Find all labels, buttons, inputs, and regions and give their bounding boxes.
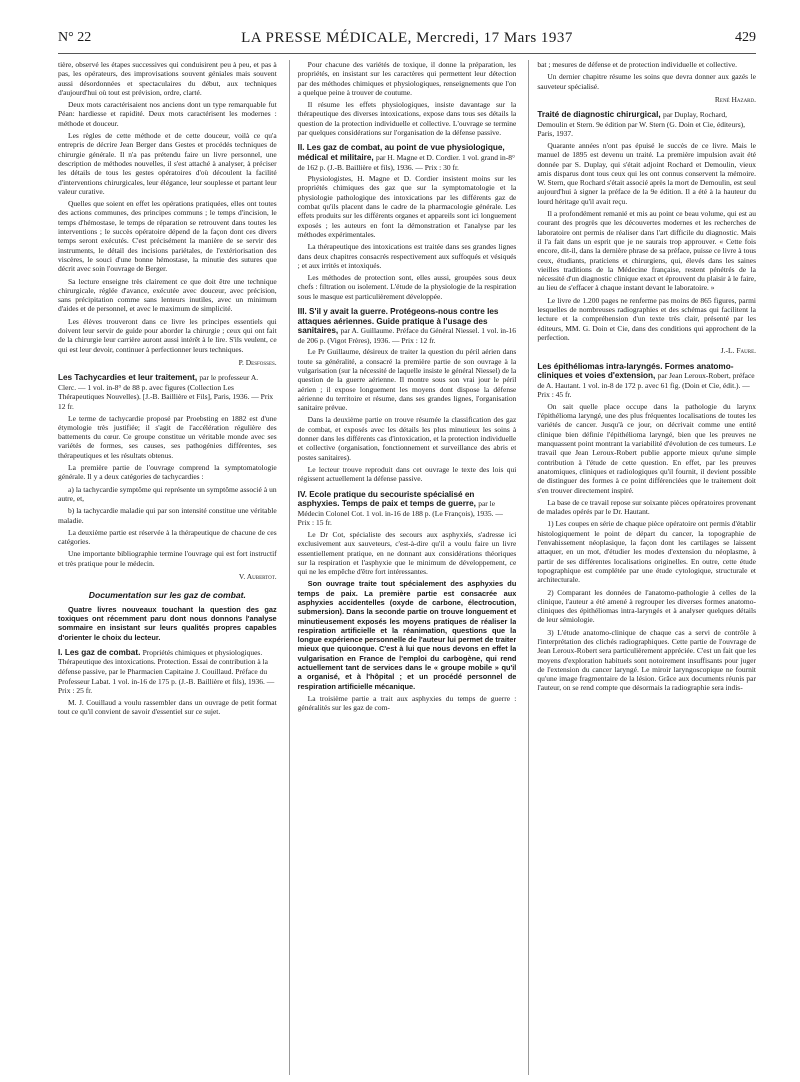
paragraph: La base de ce travail repose sur soixante pièces opératoires provenant de malades opérés par le Dr. Hautant. <box>537 497 757 517</box>
review-title-biblio: par H. Magne et D. Cordier. 1 vol. grand in-8° de 162 p. (J.-B. Baillière et fils), 1936. — Prix : 30 fr. <box>297 152 515 172</box>
paragraph: On sait quelle place occupe dans la pathologie du larynx l'épithélioma laryngé, une des plus fréquentes localisations de toutes les variétés de cancer. Jusqu'à ce jour, on décrivait comme une entité clinique bien définie l'épithélioma laryngé, bien que les preuves ne manquassent point montrant la variabilité d'évolution de ces tumeurs. Le travail que Jean Leroux-Robert publie apporte mieux qu'une simple contribution à l'étude de cette question. En effet, par les preuves anatomiques, cliniques et radiologiques qu'il fournit, il devient possible de distinguer des formes à ce point différenciées que le traitement doit s'en trouver directement inspiré. <box>537 401 757 495</box>
review-title-main: II. Les gaz de combat, au point de vue physiologique, médical et militaire, <box>297 143 505 162</box>
paragraph: Le Dr Cot, spécialiste des secours aux asphyxiés, s'adresse ici exclusivement aux sauveteurs, c'est-à-dire qu'il a voulu faire un livre essentiellement pratique, en ne donnant aux considérations théoriques sur la respiration et l'asphyxie que le minimum de développement, ce qui ne les empêche d'être fort intéressantes. <box>297 529 517 577</box>
paragraph: Le Pr Guillaume, désireux de traiter la question du péril aérien dans toute sa généralité, a consacré la première partie de son ouvrage à la vulgarisation (sur la nécessité de laquelle insiste le général Niessel) de la question de la guerre aérienne. Il montre sous son vrai jour le péril aérien ; il expose longuement les moyens dont dispose la défense aérienne du territoire et résume, dans ses grandes lignes, l'organisation sanitaire prévue. <box>297 347 517 413</box>
paragraph: La troisième partie a trait aux asphyxies du temps de guerre : généralités sur les gaz de com- <box>297 693 517 713</box>
review-title <box>537 110 756 139</box>
paragraph: tière, observé les étapes successives qui conduisirent peu à peu, et pas à pas, les opérateurs, des improvisations souvent géniales mais souvent aussi désordonnées et spectaculaires du début, aux techniques d'aujourd'hui où tout est prévision, ordre, clarté. <box>58 60 277 97</box>
review-signature: J.-L. Faure. <box>720 346 757 356</box>
review-title-main: Traité de diagnostic chirurgical, <box>537 110 661 120</box>
journal-title: LA PRESSE MÉDICALE, Mercredi, 17 Mars 1937 <box>241 30 573 46</box>
review-title <box>537 362 756 400</box>
page-number: 429 <box>735 30 756 45</box>
paragraph: Son ouvrage traite tout spécialement des asphyxies du temps de paix. La première partie est consacrée aux asphyxies accidentelles (oxyde de carbone, électrocution, submersion). Dans la seconde partie on trouve longuement et minutieusement exposés les moyens pratiques de réaliser la respiration artificielle et la réanimation, questions que la longue expérience personnelle de l'auteur lui permet de traiter mieux que quiconque. C'est à lui que nous devons en effet la vulgarisation en France de l'emploi du carbogène, qui rend actuellement tant de services dans le « groupe mobile » qu'il a organisé, et à l'hôpital ; et un procédé personnel de respiration artificielle mécanique. <box>297 579 517 691</box>
review-title-biblio: Propriétés chimiques et physiologiques. Thérapeutique des intoxications. Protection. Essai de contribution à la défense passive, par le Pharmacien Capitaine J. Couillaud. Préface du Professeur Labat. 1 vol. in-16 de 175 p. (J.-B. Baillière et fils), 1936. — Prix : 25 fr. <box>58 647 275 696</box>
review-title <box>58 373 277 411</box>
paragraph: Le terme de tachycardie proposé par Proebsting en 1882 est d'une étymologie très justifiée; il s'agit de l'accélération régulière des battements du cœur. Ce groupe constitue un véritable monde avec ses variétés de formes, ses causes, ses pathogénies différentes, ses thérapeutiques et les résultats obtenus. <box>58 413 277 460</box>
header-rule <box>58 53 756 54</box>
review-title-biblio: par Duplay, Rochard, Demoulin et Stern. 9e édition par W. Stern (G. Doin et Cie, éditeurs), Paris, 1937. <box>537 110 746 139</box>
review-title-biblio: par le professeur A. Clerc. — 1 vol. in-8° de 88 p. avec figures (Collection Les Thérapeutiques Nouvelles). [J.-B. Baillière et Fils], Paris, 1936. — Prix 12 fr. <box>58 373 274 411</box>
paragraph: La thérapeutique des intoxications est traitée dans ses grandes lignes dans deux chapitres consacrés respectivement aux suffoqués et vésiqués ; et aux irrités et intoxiqués. <box>297 242 517 270</box>
paragraph: Il résume les effets physiologiques, insiste davantage sur la thérapeutique des diverses intoxications, expose dans tous ses détails la question de la protection individuelle et collective. L'ouvrage se termine par quelques considérations sur l'organisation de la défense passive. <box>297 100 517 138</box>
section-heading: Documentation sur les gaz de combat. <box>88 590 246 601</box>
review-title <box>298 307 517 345</box>
paragraph: Les élèves trouveront dans ce livre les principes essentiels qui doivent leur servir de guide pour aborder la chirurgie ; ceux qui ont fait de la chirurgie leur carrière auront aussi intérêt à le lire. S'ils veulent, ce qui est leur devoir, continuer à perfectionner leurs techniques. <box>58 316 277 354</box>
review-signature: V. Aubertot. <box>238 572 277 582</box>
issue-number: N° 22 <box>58 30 92 45</box>
column-2 <box>289 60 517 1075</box>
paragraph: Une importante bibliographie termine l'ouvrage qui est fort instructif et très pratique pour le médecin. <box>58 549 277 568</box>
page-header <box>58 30 756 50</box>
paragraph: Le livre de 1.200 pages ne renferme pas moins de 865 figures, parmi lesquelles de nombreuses radiographies et des schémas qui facilitent la lecture et la compréhension d'un texte très clair, présenté par les éditeurs, MM. G. Doin et Cie, dans des conditions qui approchent de la perfection. <box>537 295 757 342</box>
paragraph: M. J. Couillaud a voulu rassembler dans un ouvrage de petit format tout ce qu'il convient de savoir d'essentiel sur ce sujet. <box>58 697 277 717</box>
article-columns <box>58 60 756 1075</box>
review-title <box>298 490 517 528</box>
paragraph: La première partie de l'ouvrage comprend la symptomatologie générale. Il y a deux catégories de tachycardies : <box>58 463 277 482</box>
review-title-biblio: par le Médecin Colonel Cot. 1 vol. in-16 de 188 p. (Le François), 1935. — Prix : 15 fr. <box>297 499 503 528</box>
review-title-biblio: par A. Guillaume. Préface du Général Niessel. 1 vol. in-16 de 206 p. (Vigot Frères), 1936. — Prix : 12 fr. <box>297 326 517 345</box>
review-signature: René Hazard. <box>714 94 757 104</box>
paragraph: Quelles que soient en effet les opérations pratiquées, elles ont toutes des actions communes, des principes communs ; le temps d'incision, le temps d'hémostase, le temps de réparation se retrouvent dans toutes les interventions ; le succès opératoire dépend de la façon dont ces divers temps seront exécutés. C'est précisément la manière de se servir des instruments, le détail des incisions pariétales, de l'extériorisation des viscères, le souci d'une bonne hémostase, la minutie des sutures que décrit avec soin l'ouvrage de Berger. <box>58 199 277 274</box>
paragraph: Le lecteur trouve reproduit dans cet ouvrage le texte des lois qui régissent actuellement la défense passive. <box>297 464 517 484</box>
intro-paragraph: Quatre livres nouveaux touchant la question des gaz toxiques ont récemment paru dont nous donnons l'analyse sommaire en insistant sur leurs qualités propres capables d'orienter le choix du lecteur. <box>58 604 277 642</box>
paragraph: Un dernier chapitre résume les soins que devra donner aux gazés le sauveteur spécialisé. <box>537 72 757 91</box>
paragraph: Physiologistes, H. Magne et D. Cordier insistent moins sur les propriétés chimiques des gaz que sur la symptomatologie et la physiologie pathologique des intoxications par les différents gaz de combat qu'ils placent dans le cadre de la pharmacologie générale. Les effets produits sur les différents organes et appareils sont ici longuement exposés ; les auteurs en font la démonstration et l'analyse par les méthodes expérimentales. <box>297 174 517 239</box>
review-title-main: III. S'il y avait la guerre. Protégeons-nous contre les attaques aériennes. Guide pratique à l'usage des sanitaires, <box>297 307 499 336</box>
paragraph: Quarante années n'ont pas épuisé le succès de ce livre. Mais le manuel de 1895 est devenu un traité. La première impulsion avait été donnée par S. Duplay, qui s'était adjoint Rochard et Demoulin, vieux amis disparus dont tous ceux qui les ont connus conservent la mémoire. W. Stern, que Rochard s'était associé après la mort de Demoulin, est seul aujourd'hui à signer la préface de la 9e édition. Il a été à la hauteur du lourd héritage qu'il avait reçu. <box>537 140 757 206</box>
paragraph: 1) Les coupes en série de chaque pièce opératoire ont permis d'établir histologiquement le point de départ du cancer, la topographie de l'envahissement néoplasique, la façon dont les cartilages se laissent attaquer, en un mot, d'étudier les modes d'extension du néoplasme, à partir de ses différentes localisations originelles. En outre, cette étude topographique est complétée par une étude cytologique, structurale et architecturale. <box>537 519 757 585</box>
paragraph: La deuxième partie est réservée à la thérapeutique de chacune de ces catégories. <box>58 527 277 547</box>
column-3 <box>528 60 756 1075</box>
review-signature: P. Desfosses. <box>238 357 277 367</box>
paragraph: b) la tachycardie maladie qui par son intensité constitue une véritable maladie. <box>58 506 277 525</box>
review-title-main: Les épithéliomas intra-laryngés. Formes anatomo-cliniques et voies d'extension, <box>537 361 734 381</box>
paragraph: Deux mots caractérisaient nos anciens dont un type remarquable fut Péan: hardiesse et rapidité. Deux mots caractérisent les modernes : méthode et douceur. <box>58 100 277 128</box>
paragraph: 2) Comparant les données de l'anatomo-pathologie à celles de la clinique, l'auteur a été amené à regrouper les diverses formes anatomo-cliniques des épithéliomas intra-laryngés et à analyser quelques détails de leur sémiologie. <box>537 587 757 625</box>
paragraph: Les méthodes de protection sont, elles aussi, groupées sous deux chefs : filtration ou isolement. L'étude de la physiologie de la respiration sous le masque est particulièrement développée. <box>297 273 517 301</box>
review-title-biblio: par Jean Leroux-Robert, préface de A. Hautant. 1 vol. in-8 de 172 p. avec 61 fig. (Doin et Cie, édit.). — Prix : 45 fr. <box>537 371 755 400</box>
paragraph: a) la tachycardie symptôme qui représente un symptôme associé à un autre, et, <box>58 484 277 503</box>
review-title-main: IV. Ecole pratique du secouriste spécialisé en asphyxies. Temps de paix et temps de guerre, <box>297 489 476 509</box>
paragraph: Pour chacune des variétés de toxique, il donne la préparation, les propriétés, en insistant sur les caractères qui permettent leur détection par des méthodes chimiques et physiologiques, renseignements que l'on a quelque peine à trouver de coutume. <box>297 60 517 97</box>
review-title-main: I. Les gaz de combat. <box>58 647 141 657</box>
paragraph: Sa lecture enseigne très clairement ce que doit être une technique chirurgicale, réglée d'avance, exécutée avec douceur, avec précision, sans précipitation comme sans lenteurs inutiles, avec un minimum d'aides et de personnel, et avec le maximum de simplicité. <box>58 276 277 314</box>
review-title <box>58 648 277 696</box>
paragraph: bat ; mesures de défense et de protection individuelle et collective. <box>537 60 738 69</box>
column-1 <box>58 60 277 1075</box>
review-title-main: Les Tachycardies et leur traitement, <box>58 373 198 383</box>
review-title <box>298 143 517 172</box>
paragraph: Les règles de cette méthode et de cette douceur, voilà ce qu'a entrepris de décrire Jean Berger dans Gestes et procédés techniques de chirurgie générale. Il n'a pas prétendu faire un livre personnel, une description de méthodes nouvelles, il s'est attaché à analyser, à préciser les détails de tous les gestes opératoires d'où découlent la facilité d'interventions chirurgicales, leur élégance, leur souplesse et partant leur valeur curative. <box>58 131 277 196</box>
paragraph: 3) L'étude anatomo-clinique de chaque cas a servi de contrôle à l'interprétation des clichés radiographiques. Cette partie de l'ouvrage de Jean Leroux-Robert sera particulièrement appréciée. C'est un fait que les moyens d'exploration habituels sont notoirement insuffisants pour juger de l'extension du cancer laryngé. Le miroir laryngoscopique ne fournit qu'une image fragmentaire de la lésion. Grâce aux documents réunis par l'auteur, on se rend compte que désormais la radiographie sera indis- <box>537 627 757 693</box>
paragraph: Il a profondément remanié et mis au point ce beau volume, qui est au courant des progrès que les découvertes modernes et les recherches de laboratoire ont permis de réaliser dans l'art difficile du diagnostic. Mais il l'a fait dans un esprit que je ne saurais trop approuver. « Cette fois encore, dit-il, dans la dernière phrase de sa préface, puisse ce livre à tous ceux, étudiants, praticiens et chirurgiens, qui, élevés dans les saines vieilles traditions de la Médecine française, restent pénétrés de la nécessité d'un diagnostic clinique exact et éprouvent du plaisir à le faire, au lieu de s'effacer à chaque instant devant le laboratoire. » <box>537 209 757 293</box>
paragraph: Dans la deuxième partie on trouve résumée la classification des gaz de combat, et exposés avec les détails les plus minutieux les soins à donner dans les différents cas d'intoxication, et la protection individuelle et collective (organisation, fonctionnement et surveillance des abris et postes sanitaires). <box>297 415 517 462</box>
